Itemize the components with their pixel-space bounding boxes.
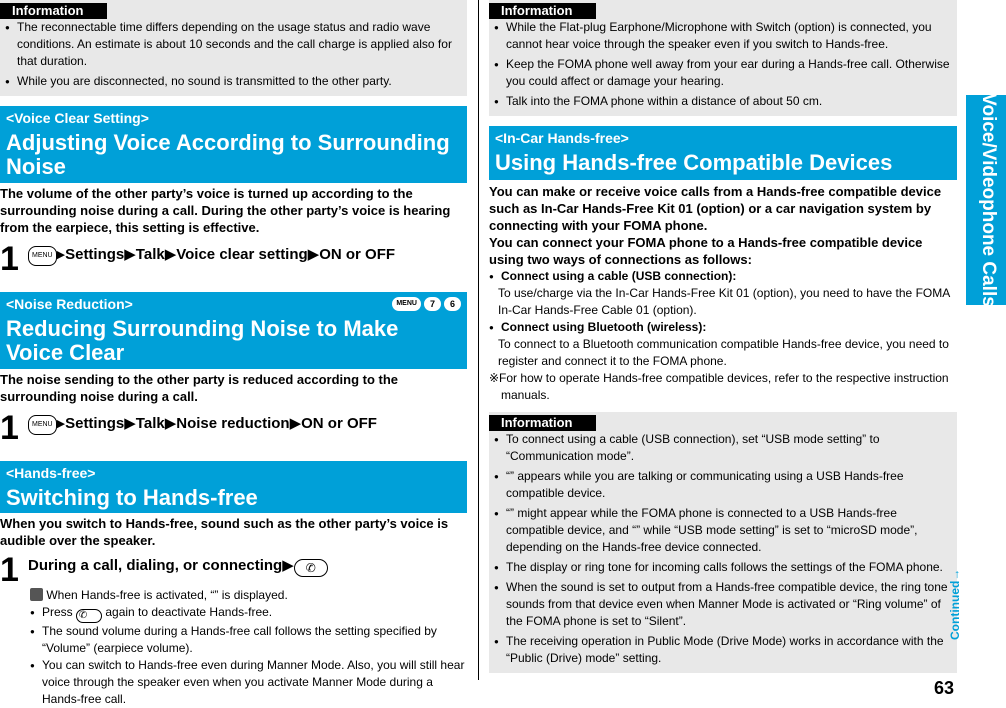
info-item: ● When the sound is set to output from a Hands-free compatible device, the ring tone sounds from that device even when Manner Mode is activated or “Ring volume” of the FOMA phone is set to “Silent”.: [494, 579, 951, 630]
info-box: [489, 412, 957, 673]
step-number: 1: [0, 240, 19, 278]
section-intro: You can connect your FOMA phone to a Hands-free compatible device using two ways of connections as follows:: [489, 235, 923, 267]
info-item: ● The reconnectable time differs depending on the usage status and radio wave conditions. An estimate is about 10 seconds and the call charge is applied also for that duration.: [5, 19, 461, 70]
info-item: ● Keep the FOMA phone well away from your ear during a Hands-free call. Otherwise you could affect or damage your hearing.: [494, 56, 951, 90]
call-key-icon: ✆: [76, 609, 102, 623]
info-tag: Information: [0, 3, 107, 19]
right-column: [489, 0, 957, 673]
reference-note: ※For how to operate Hands-free compatible devices, refer to the respective instruction manuals.: [489, 371, 949, 402]
step-number: 1: [0, 551, 19, 589]
info-item: ● To connect using a cable (USB connection), set “USB mode setting” to “Communication mode”.: [494, 431, 951, 465]
section-header-in-car: [489, 126, 957, 180]
info-tag: Information: [489, 415, 596, 431]
info-item: ● Talk into the FOMA phone within a distance of about 50 cm.: [494, 93, 951, 110]
step-1: [0, 551, 467, 589]
section-subtitle: <Voice Clear Setting>: [6, 110, 149, 126]
section-subtitle: <In-Car Hands-free>: [495, 130, 629, 146]
side-title: Voice/Videophone Calls: [978, 93, 999, 307]
info-item: ● “” appears while you are talking or communicating using a USB Hands-free compatible device.: [494, 468, 951, 502]
info-item: ● While you are disconnected, no sound is transmitted to the other party.: [5, 73, 461, 90]
info-item: ● While the Flat-plug Earphone/Microphone with Switch (option) is connected, you cannot hear voice through the speaker even if you switch to Hands-free.: [494, 19, 951, 53]
section-intro: You can make or receive voice calls from a Hands-free compatible device such as In-Car Hands-Free Kit 01 (option) or a car navigation system by connecting with your FOMA phone.: [489, 184, 942, 233]
option-text: To connect to a Bluetooth communication compatible Hands-free device, you need to register and connect it to the FOMA phone.: [498, 337, 949, 368]
step-text: Settings▶Talk▶Voice clear setting▶ON or OFF: [65, 246, 396, 263]
section-header-noise-reduction: [0, 292, 467, 369]
continued-label: Continued→: [948, 568, 962, 640]
step-notes: [0, 587, 467, 708]
section-title: Using Hands-free Compatible Devices: [495, 150, 893, 175]
menu-key-icon: MENU: [28, 246, 57, 266]
info-box: [489, 0, 957, 116]
info-item: ● The receiving operation in Public Mode (Drive Mode) works in accordance with the “Public (Drive) mode” setting.: [494, 633, 951, 667]
note-item: ● The sound volume during a Hands-free call follows the setting specified by “Volume” (earpiece volume).: [30, 623, 467, 657]
info-tag: Information: [489, 3, 596, 19]
section-intro: The noise sending to the other party is reduced according to the surrounding noise during a call.: [0, 372, 398, 404]
arrow-icon: ▶: [56, 418, 66, 430]
column-divider: [478, 0, 479, 680]
info-item: ● “” might appear while the FOMA phone is connected to a USB Hands-free compatible device, and “” while “USB mode setting” is set to “microSD mode”, depending on the Hands-free device connected.: [494, 505, 951, 556]
section-title: Switching to Hands-free: [6, 485, 258, 510]
call-key-icon: ✆: [294, 559, 328, 577]
side-chapter-tab: [966, 95, 1006, 305]
step-text: Settings▶Talk▶Noise reduction▶ON or OFF: [65, 415, 377, 432]
left-column: [0, 0, 467, 708]
option-title: ● Connect using Bluetooth (wireless):: [489, 319, 957, 336]
section-subtitle: <Hands-free>: [6, 465, 96, 481]
section-header-voice-clear: [0, 106, 467, 183]
page-number: 63: [934, 678, 955, 698]
note-item: [30, 604, 467, 623]
section-header-hands-free: [0, 461, 467, 513]
step-number: 1: [0, 409, 19, 447]
note-item: ● You can switch to Hands-free even during Manner Mode. Also, you will still hear voice through the speaker even when you activate Manner Mode during a Hands-free call.: [30, 657, 467, 708]
step-1: [0, 409, 467, 447]
arrow-icon: ▶: [56, 249, 66, 261]
note-part: Press: [42, 605, 77, 619]
key-7: 7: [424, 297, 441, 311]
menu-key-icon: MENU: [392, 297, 421, 311]
section-title: Adjusting Voice According to Surrounding Noise: [6, 130, 450, 179]
info-box: [0, 0, 467, 96]
menu-key-icon: MENU: [28, 415, 57, 435]
option-title: ● Connect using a cable (USB connection):: [489, 268, 957, 285]
section-title: Reducing Surrounding Noise to Make Voice Clear: [6, 316, 399, 365]
section-subtitle: <Noise Reduction>: [6, 296, 133, 312]
hands-free-icon: [30, 588, 43, 601]
key-6: 6: [444, 297, 461, 311]
step-text: During a call, dialing, or connecting▶: [28, 557, 294, 574]
info-item: ● The display or ring tone for incoming calls follows the settings of the FOMA phone.: [494, 559, 951, 576]
note-part: again to deactivate Hands-free.: [102, 605, 273, 619]
option-text: To use/charge via the In-Car Hands-Free Kit 01 (option), you need to have the FOMA In-Car Hands-Free Cable 01 (option).: [498, 286, 950, 317]
note-text: [30, 587, 467, 604]
section-intro: The volume of the other party’s voice is turned up according to the surrounding noise during a call. During the other party’s voice is hearing from the earpiece, this setting is effective.: [0, 186, 451, 235]
step-1: [0, 240, 467, 278]
section-intro: When you switch to Hands-free, sound such as the other party’s voice is audible over the speaker.: [0, 516, 449, 548]
connection-options: [489, 268, 957, 370]
shortcut-code: [392, 297, 461, 311]
note-line: When Hands-free is activated, “” is displayed.: [46, 588, 288, 602]
